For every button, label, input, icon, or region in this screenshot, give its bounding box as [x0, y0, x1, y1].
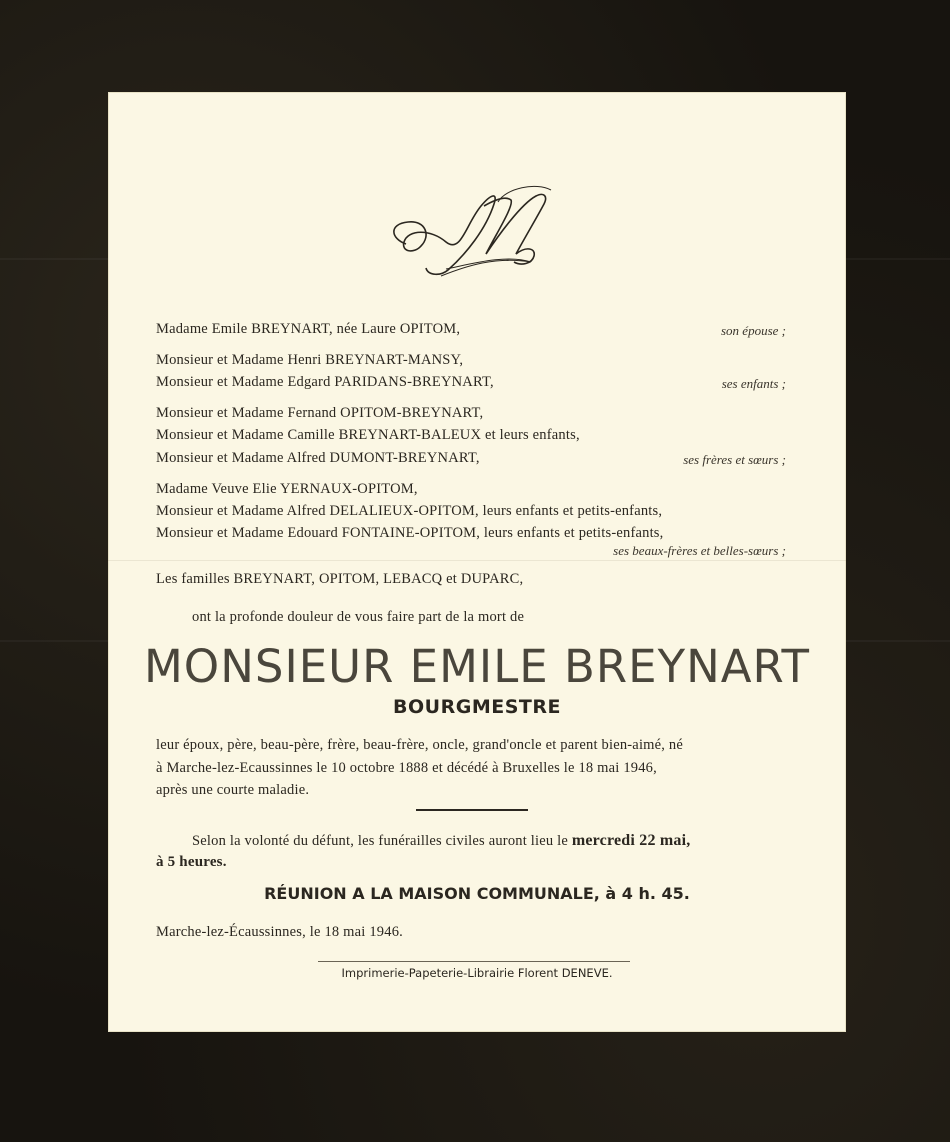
printer-credit: Imprimerie-Papeterie-Librairie Florent DENEVE.	[341, 966, 613, 980]
monogram-m-ornament	[386, 184, 556, 284]
funeral-sentence: Selon la volonté du défunt, les funérailles civiles auront lieu le	[192, 833, 569, 849]
funeral-date: mercredi 22 mai,	[571, 832, 691, 849]
paper-crease	[108, 560, 846, 561]
family-line-sibling-2: Monsieur et Madame Camille BREYNART-BALEUX et leurs enfants,	[156, 427, 580, 443]
details-line-2: à Marche-lez-Ecaussinnes le 10 octobre 1888 et décédé à Bruxelles le 18 mai 1946,	[156, 760, 657, 776]
deceased-title: BOURGMESTRE	[393, 696, 561, 718]
divider-rule	[416, 809, 528, 811]
relation-siblings: ses frères et sœurs ;	[683, 452, 786, 467]
family-line-wife: Madame Emile BREYNART, née Laure OPITOM,	[156, 321, 461, 337]
relation-children: ses enfants ;	[721, 376, 786, 391]
families-line: Les familles BREYNART, OPITOM, LEBACQ et DUPARC,	[156, 571, 524, 587]
details-line-3: après une courte maladie.	[156, 782, 310, 798]
family-line-sibling-3: Monsieur et Madame Alfred DUMONT-BREYNART,	[156, 450, 480, 466]
details-line-1: leur époux, père, beau-père, frère, beau-frère, oncle, grand'oncle et parent bien-aimé, né	[156, 737, 684, 753]
reunion-notice: RÉUNION A LA MAISON COMMUNALE, à 4 h. 45.	[264, 884, 690, 903]
family-line-child-2: Monsieur et Madame Edgard PARIDANS-BREYNART,	[156, 374, 494, 390]
relation-spouse: son épouse ;	[721, 323, 786, 338]
family-line-sibling-1: Monsieur et Madame Fernand OPITOM-BREYNART,	[156, 405, 484, 421]
family-line-inlaw-3: Monsieur et Madame Edouard FONTAINE-OPITOM, leurs enfants et petits-enfants,	[156, 525, 664, 541]
place-and-date: Marche-lez-Écaussinnes, le 18 mai 1946.	[156, 924, 403, 940]
announcement-text: ont la profonde douleur de vous faire part de la mort de	[192, 609, 525, 625]
death-notice-card	[108, 92, 846, 1032]
family-line-inlaw-2: Monsieur et Madame Alfred DELALIEUX-OPITOM, leurs enfants et petits-enfants,	[156, 503, 663, 519]
funeral-time: à 5 heures.	[156, 854, 227, 870]
printer-rule	[318, 961, 630, 962]
family-line-child-1: Monsieur et Madame Henri BREYNART-MANSY,	[156, 352, 464, 368]
relation-inlaws: ses beaux-frères et belles-sœurs ;	[613, 543, 786, 558]
deceased-name: MONSIEUR EMILE BREYNART	[143, 640, 810, 693]
funeral-text	[192, 832, 690, 850]
family-line-inlaw-1: Madame Veuve Elie YERNAUX-OPITOM,	[156, 481, 418, 497]
